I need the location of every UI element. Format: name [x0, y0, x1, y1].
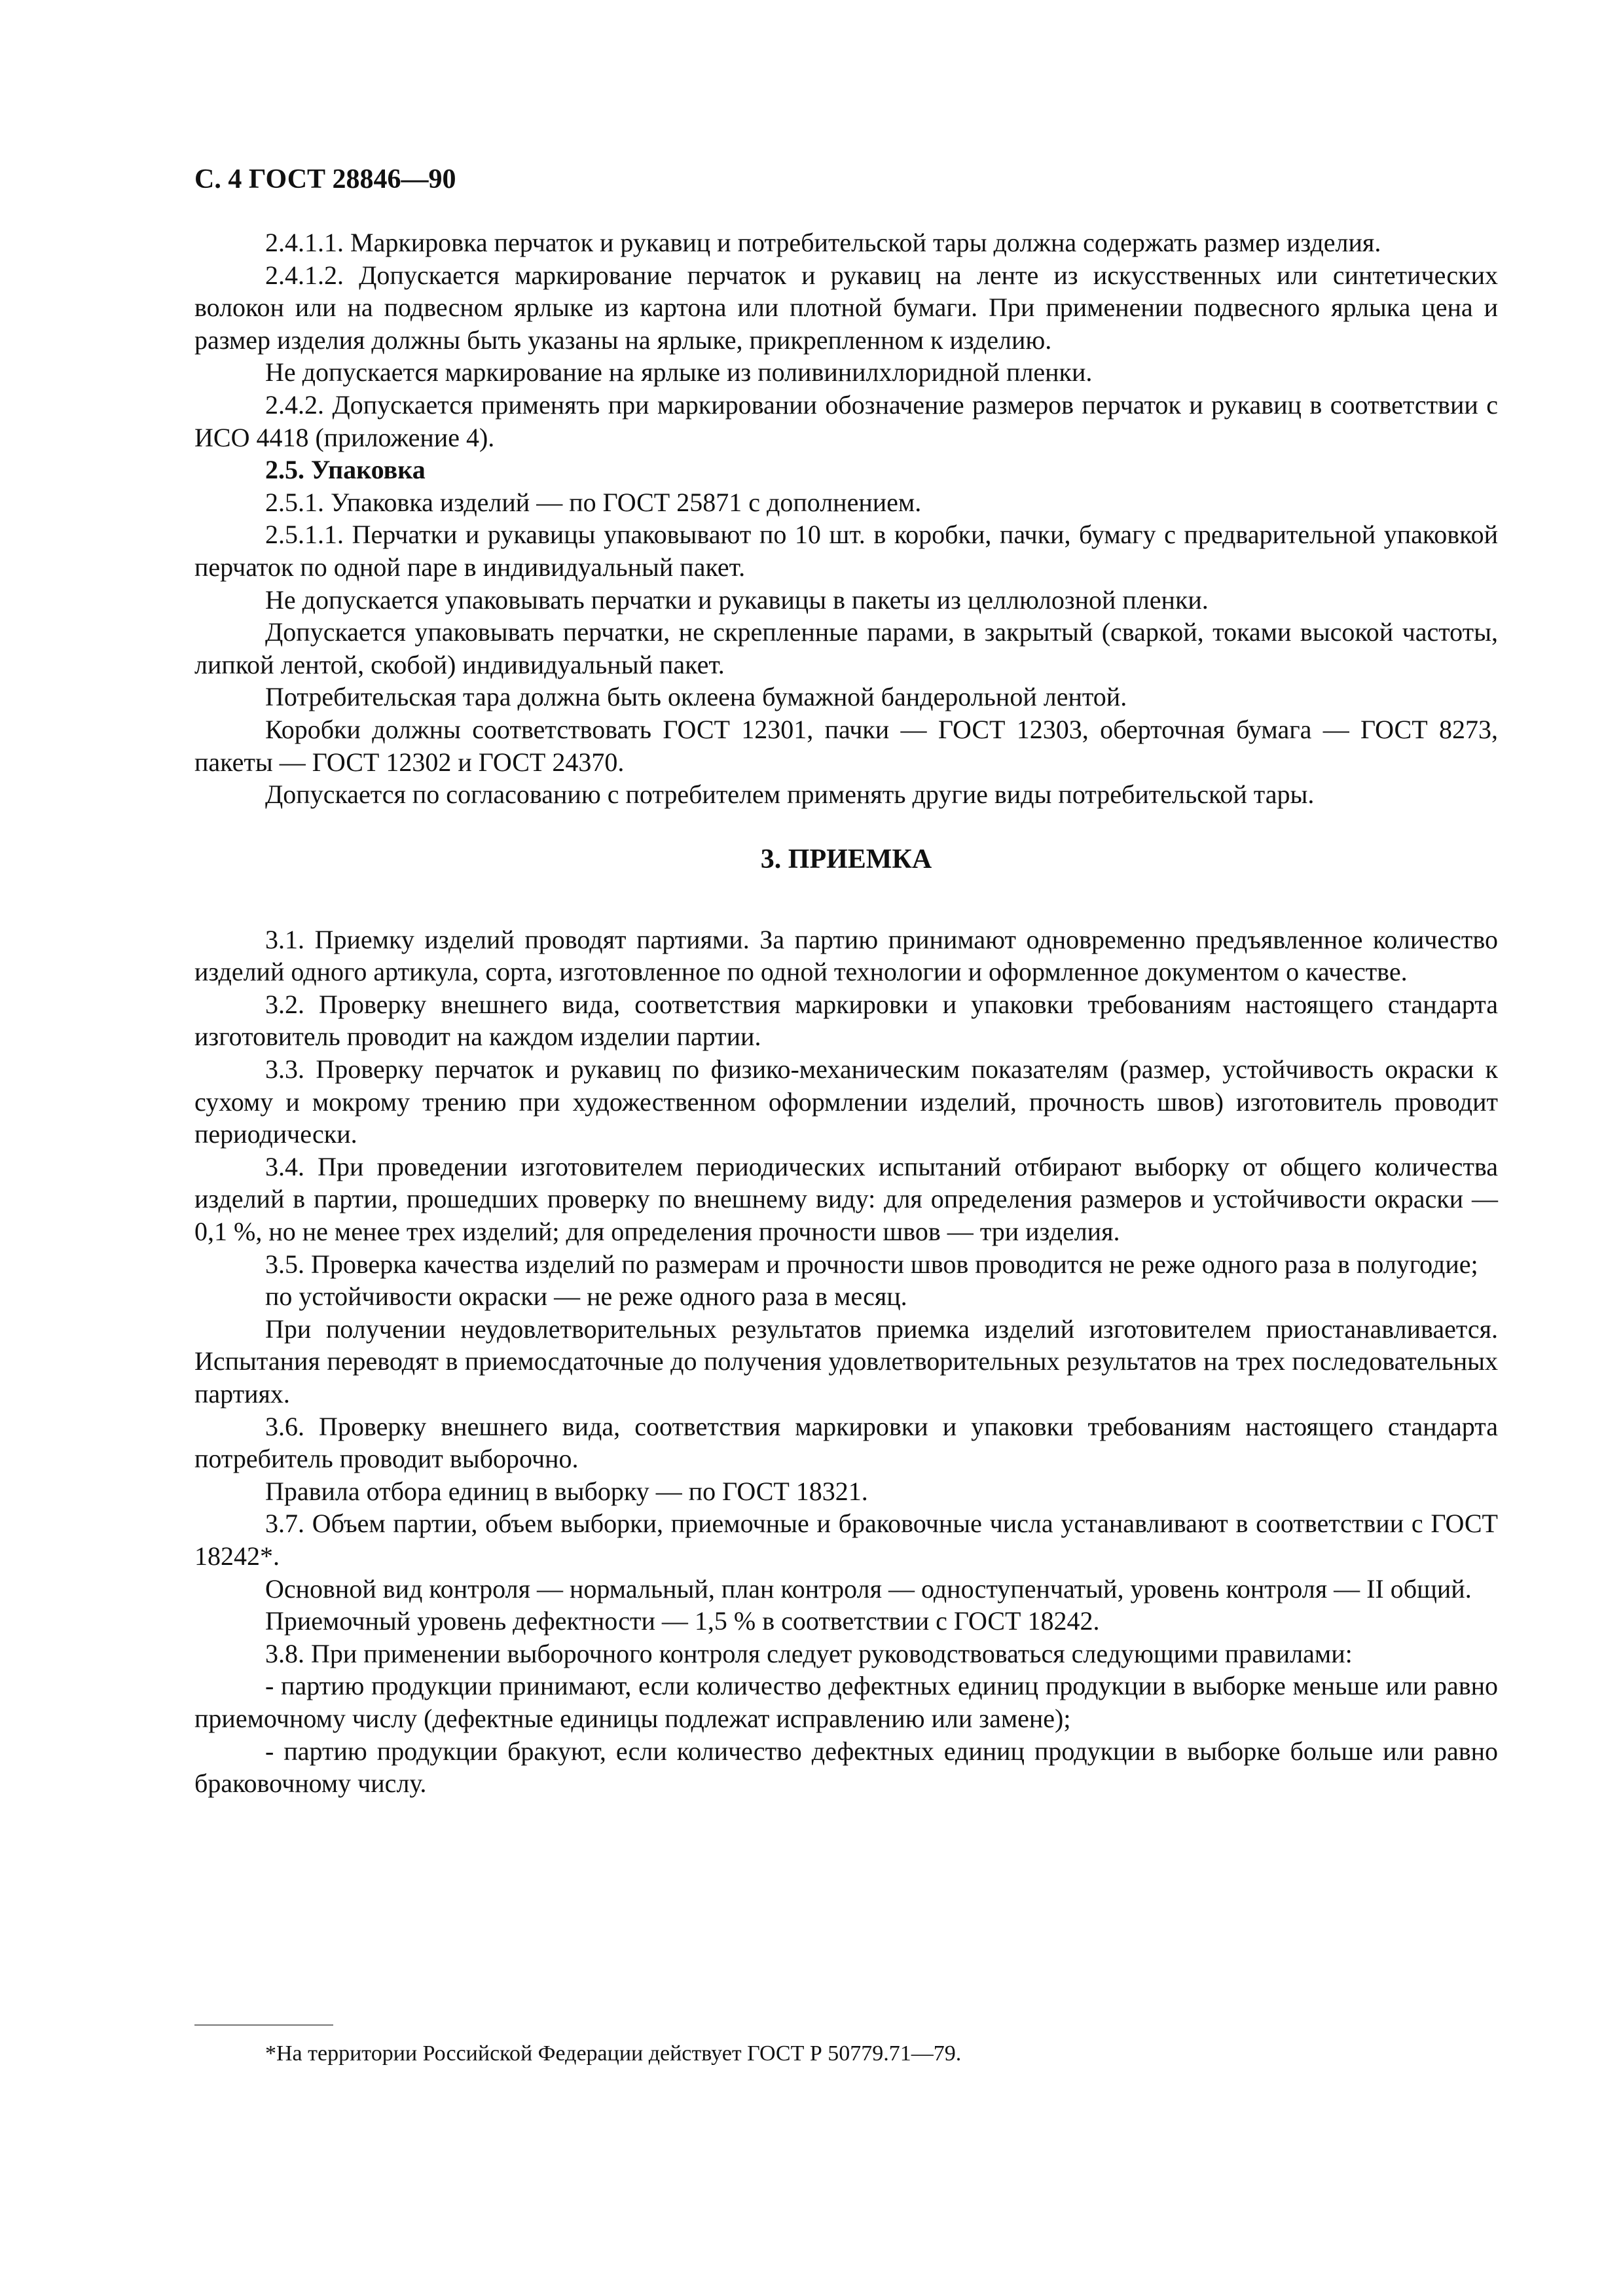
- paragraph: - партию продукции бракуют, если количество дефектных единиц продукции в выборке больше или равно браковочному числу.: [194, 1736, 1498, 1799]
- paragraph: Допускается по согласованию с потребителем применять другие виды потребительской тары.: [265, 780, 1315, 810]
- paragraph: Потребительская тара должна быть оклеена бумажной бандерольной лентой.: [265, 682, 1127, 712]
- paragraph: Основной вид контроля — нормальный, план контроля — одноступенчатый, уровень контроля — II общий.: [265, 1573, 1472, 1604]
- paragraph: 3.4. При проведении изготовителем периодических испытаний отбирают выборку от общего количества изделий в партии, прошедших проверку по внешнему виду: для определения размеров и устойчивости окраски — 0,1 %, но не менее трех изделий; для определения прочности швов — три изделия.: [194, 1151, 1498, 1247]
- footnote-divider: [194, 2024, 333, 2026]
- paragraph: 3.7. Объем партии, объем выборки, приемочные и браковочные числа устанавливают в соответствии с ГОСТ 18242*.: [194, 1509, 1498, 1571]
- paragraph: Допускается упаковывать перчатки, не скрепленные парами, в закрытый (сваркой, токами высокой частоты, липкой лентой, скобой) индивидуальный пакет.: [194, 617, 1498, 679]
- paragraph: 3.5. Проверка качества изделий по размерам и прочности швов проводится не реже одного раза в полугодие;: [265, 1249, 1478, 1279]
- paragraph: Не допускается маркирование на ярлыке из поливинилхлоридной пленки.: [265, 357, 1093, 387]
- paragraph: 3.1. Приемку изделий проводят партиями. За партию принимают одновременно предъявленное количество изделий одного артикула, сорта, изготовленное по одной технологии и оформленное документом о качестве.: [194, 924, 1498, 987]
- paragraph: Не допускается упаковывать перчатки и рукавицы в пакеты из целлюлозной пленки.: [265, 584, 1209, 615]
- paragraph: При получении неудовлетворительных результатов приемка изделий изготовителем приостанавливается. Испытания переводят в приемосдаточные до получения удовлетворительных результатов на трех последовательных партиях.: [194, 1314, 1498, 1408]
- paragraph: 3.3. Проверку перчаток и рукавиц по физико-механическим показателям (размер, устойчивость окраски к сухому и мокрому трению при художественном оформлении изделий, прочность швов) изготовитель проводит периодически.: [194, 1054, 1498, 1149]
- paragraph: 2.4.1.2. Допускается маркирование перчаток и рукавиц на ленте из искусственных или синтетических волокон или на подвесном ярлыке из картона или плотной бумаги. При применении подвесного ярлыка цена и размер изделия должны быть указаны на ярлыке, прикрепленном к изделию.: [194, 260, 1498, 355]
- page-header: С. 4 ГОСТ 28846—90: [194, 164, 456, 194]
- paragraph: 3.8. При применении выборочного контроля следует руководствоваться следующими правилами:: [265, 1638, 1353, 1668]
- paragraph: 3.6. Проверку внешнего вида, соответствия маркировки и упаковки требованиям настоящего стандарта потребитель проводит выборочно.: [194, 1411, 1498, 1474]
- paragraph: 2.5.1.1. Перчатки и рукавицы упаковывают по 10 шт. в коробки, пачки, бумагу с предварительной упаковкой перчаток по одной паре в индивидуальный пакет.: [194, 520, 1498, 582]
- paragraph: 3.2. Проверку внешнего вида, соответствия маркировки и упаковки требованиям настоящего стандарта изготовитель проводит на каждом изделии партии.: [194, 989, 1498, 1052]
- paragraph: по устойчивости окраски — не реже одного раза в месяц.: [265, 1282, 907, 1312]
- paragraph: 2.4.2. Допускается применять при маркировании обозначение размеров перчаток и рукавиц в соответствии с ИСО 4418 (приложение 4).: [194, 389, 1498, 452]
- paragraph: Правила отбора единиц в выборку — по ГОСТ 18321.: [265, 1476, 868, 1506]
- paragraph: Приемочный уровень дефектности — 1,5 % в соответствии с ГОСТ 18242.: [265, 1606, 1100, 1636]
- paragraph: Коробки должны соответствовать ГОСТ 12301, пачки — ГОСТ 12303, оберточная бумага — ГОСТ 8273, пакеты — ГОСТ 12302 и ГОСТ 24370.: [194, 714, 1498, 777]
- paragraph: 2.4.1.1. Маркировка перчаток и рукавиц и потребительской тары должна содержать размер изделия.: [265, 228, 1381, 257]
- paragraph: - партию продукции принимают, если количество дефектных единиц продукции в выборке меньше или равно приемочному числу (дефектные единицы подлежат исправлению или замене);: [194, 1671, 1498, 1733]
- document-body: [194, 226, 1498, 1800]
- subsection-title: 2.5. Упаковка: [265, 455, 426, 485]
- paragraph: 2.5.1. Упаковка изделий — по ГОСТ 25871 с дополнением.: [265, 487, 922, 517]
- section-title: 3. ПРИЕМКА: [760, 844, 932, 874]
- footnote: *На территории Российской Федерации действует ГОСТ Р 50779.71—79.: [265, 2041, 962, 2066]
